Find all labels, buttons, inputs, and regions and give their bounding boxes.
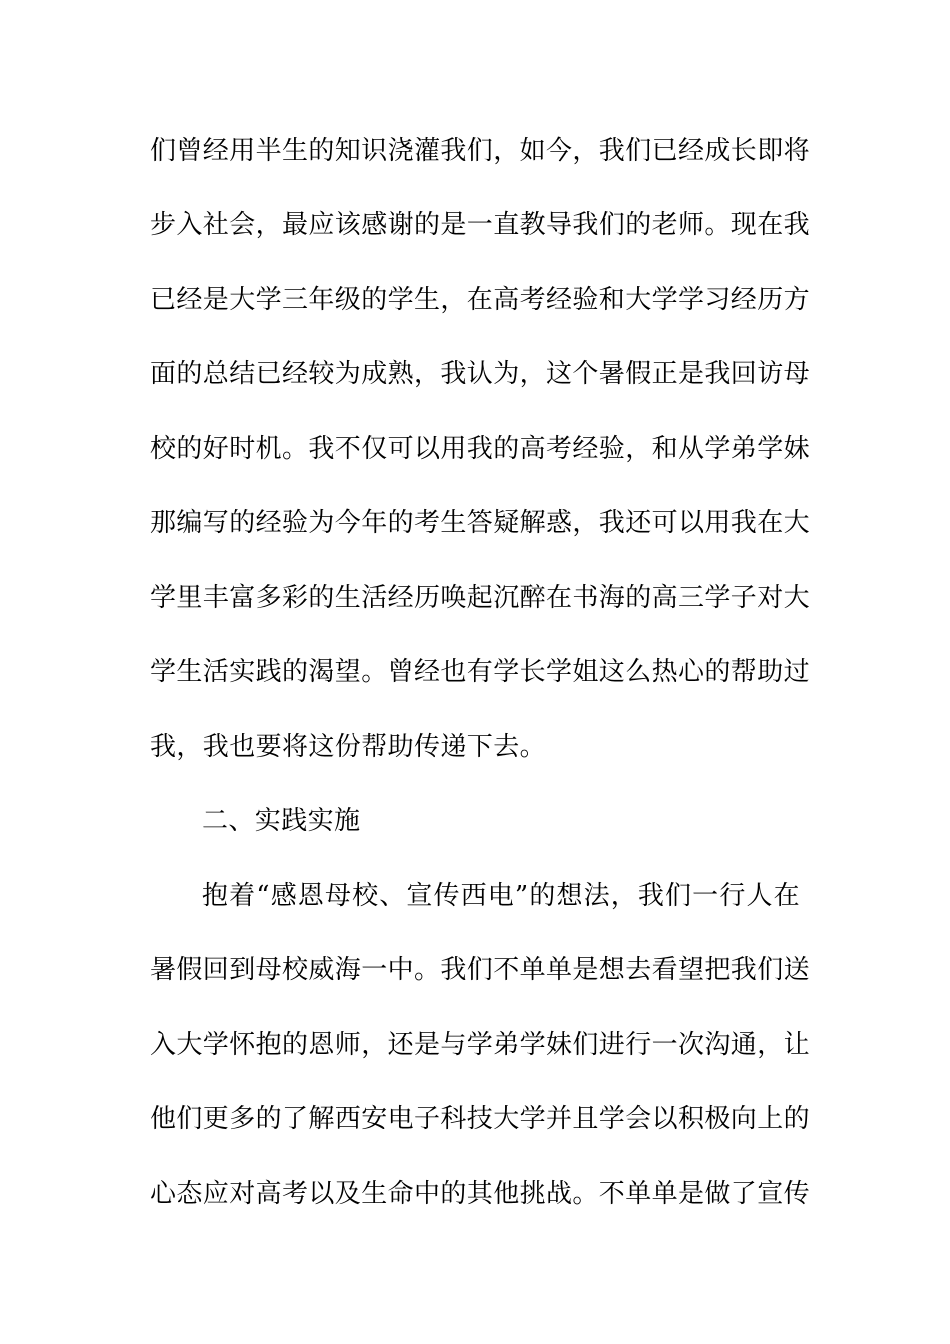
paragraph-line: 学生活实践的渴望。曾经也有学长学姐这么热心的帮助过 bbox=[150, 657, 811, 687]
paragraph-line: 已经是大学三年级的学生，在高考经验和大学学习经历方 bbox=[150, 285, 811, 315]
paragraph-line: 面的总结已经较为成熟，我认为，这个暑假正是我回访母 bbox=[150, 359, 811, 389]
paragraph-line: 他们更多的了解西安电子科技大学并且学会以积极向上的 bbox=[150, 1104, 811, 1134]
paragraph-line: 心态应对高考以及生命中的其他挑战。不单单是做了宣传 bbox=[150, 1179, 811, 1209]
paragraph-line: 入大学怀抱的恩师，还是与学弟学妹们进行一次沟通，让 bbox=[150, 1030, 811, 1060]
paragraph-line: 校的好时机。我不仅可以用我的高考经验，和从学弟学妹 bbox=[150, 434, 811, 464]
paragraph-line: 步入社会，最应该感谢的是一直教导我们的老师。现在我 bbox=[150, 210, 811, 240]
paragraph-line: 暑假回到母校威海一中。我们不单单是想去看望把我们送 bbox=[150, 955, 811, 985]
paragraph-line: 学里丰富多彩的生活经历唤起沉醉在书海的高三学子对大 bbox=[150, 583, 811, 613]
paragraph-line: 那编写的经验为今年的考生答疑解惑，我还可以用我在大 bbox=[150, 508, 811, 538]
paragraph-first-line: 抱着“感恩母校、宣传西电”的想法，我们一行人在 bbox=[202, 881, 800, 911]
paragraph-line: 们曾经用半生的知识浇灌我们，如今，我们已经成长即将 bbox=[150, 136, 811, 166]
section-heading: 二、实践实施 bbox=[202, 806, 361, 836]
paragraph-last-line: 我，我也要将这份帮助传递下去。 bbox=[150, 732, 547, 762]
